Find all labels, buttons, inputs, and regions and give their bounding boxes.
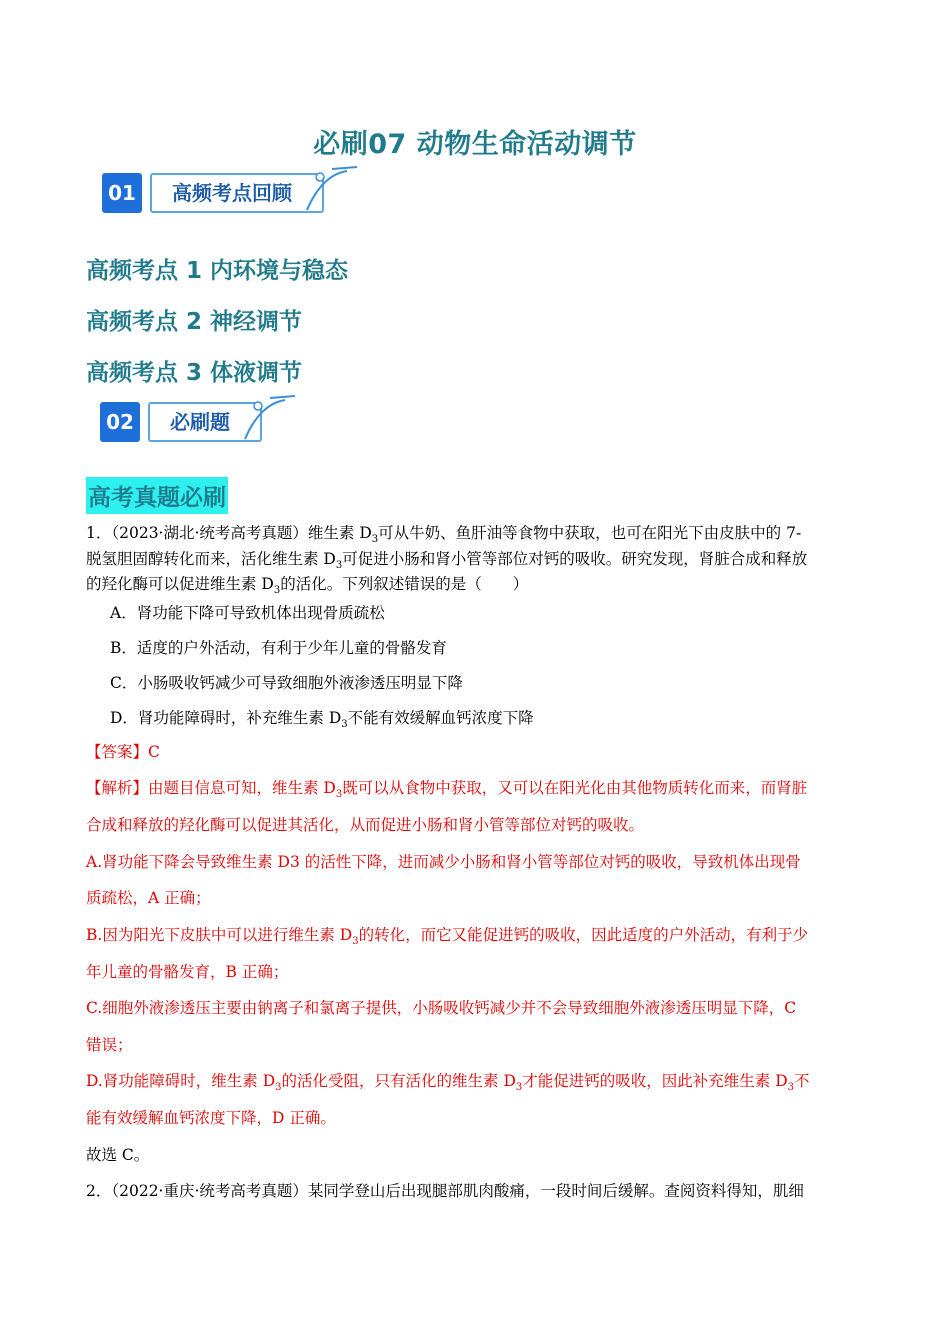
q1-option-c: C．小肠吸收钙减少可导致细胞外液渗透压明显下降 [110, 674, 463, 692]
q1-analysis-line: A.肾功能下降会导致维生素 D3 的活性下降，进而减少小肠和肾小管等部位对钙的吸收，导致机体出现骨 [86, 853, 801, 871]
q1-analysis-line: 【解析】由题目信息可知，维生素 $D_3$既可以从食物中获取，又可以在阳光化由其他物质转化而来，而肾脏 [86, 779, 808, 801]
q1-stem-line: 的羟化酶可以促进维生素 $D_3$的活化。下列叙述错误的是（ ） [86, 575, 529, 597]
q1-analysis-line: 错误； [86, 1036, 133, 1054]
key-point-1: 高频考点 1 内环境与稳态 [86, 258, 349, 284]
badge-number: 01 [102, 173, 142, 213]
q1-option-b: B．适度的户外活动，有利于少年儿童的骨骼发育 [110, 639, 447, 657]
section-heading: 高考真题必刷 [86, 477, 228, 514]
q1-analysis-line: 合成和释放的羟化酶可以促进其活化，从而促进小肠和肾小管等部位对钙的吸收。 [86, 816, 645, 834]
q1-option-d: D．肾功能障碍时，补充维生素 $D_3$不能有效缓解血钙浓度下降 [110, 709, 534, 731]
badge-label: 必刷题 [148, 402, 262, 442]
q1-analysis-line: B.因为阳光下皮肤中可以进行维生素 $D_3$的转化，而它又能促进钙的吸收，因此适度的户外活动，有利于少 [86, 926, 809, 948]
key-point-2: 高频考点 2 神经调节 [86, 309, 303, 335]
q1-analysis-line: D.肾功能障碍时，维生素 $D_3$的活化受阻，只有活化的维生素 $D_3$才能促进钙的吸收，因此补充维生素 $D_3$不 [86, 1072, 810, 1094]
key-point-3: 高频考点 3 体液调节 [86, 360, 303, 386]
q2-stem-line: 2．（2022·重庆·统考高考真题）某同学登山后出现腿部肌肉酸痛，一段时间后缓解。查阅资料得知，肌细 [86, 1182, 804, 1200]
section-badge-practice [100, 400, 290, 444]
ribbon-icon [302, 165, 362, 215]
q1-answer: 【答案】C [86, 743, 160, 761]
q1-analysis-line: 质疏松，A 正确； [86, 889, 211, 907]
ribbon-icon [240, 394, 300, 444]
q1-analysis-line: 年儿童的骨骼发育，B 正确； [86, 963, 289, 981]
q1-analysis-line: 能有效缓解血钙浓度下降，D 正确。 [86, 1109, 336, 1127]
q1-stem-line: 1．（2023·湖北·统考高考真题）维生素 $D_3$可从牛奶、鱼肝油等食物中获取，也可在阳光下由皮肤中的 7- [86, 524, 802, 546]
badge-label: 高频考点回顾 [150, 173, 324, 213]
q1-stem-line: 脱氢胆固醇转化而来，活化维生素 $D_3$可促进小肠和肾小管等部位对钙的吸收。研究发现，肾脏合成和释放 [86, 550, 808, 572]
badge-number: 02 [100, 402, 140, 442]
section-badge-review [102, 171, 362, 215]
page-title: 必刷07 动物生命活动调节 [313, 129, 637, 160]
q1-option-a: A．肾功能下降可导致机体出现骨质疏松 [110, 604, 385, 622]
q1-conclusion: 故选 C。 [86, 1146, 150, 1164]
q1-analysis-line: C.细胞外液渗透压主要由钠离子和氯离子提供，小肠吸收钙减少并不会导致细胞外液渗透压明显下降，C [86, 999, 797, 1017]
